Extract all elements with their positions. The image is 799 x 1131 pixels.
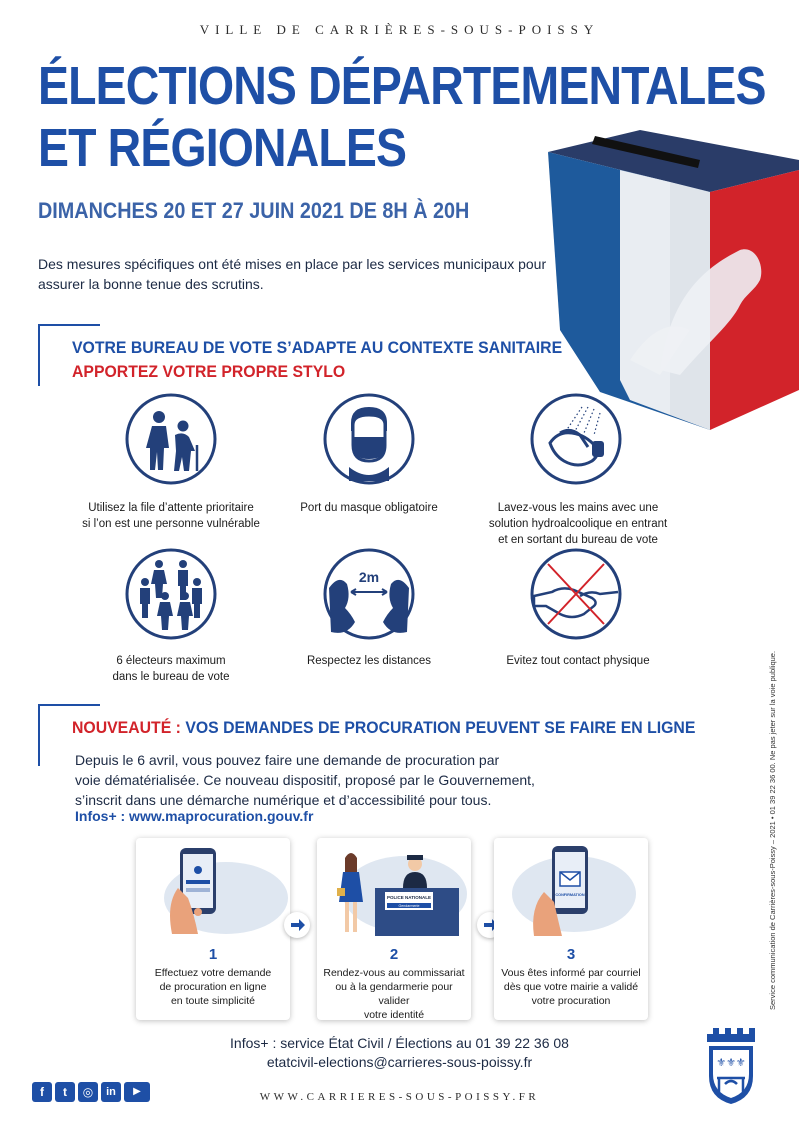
svg-text:⚜⚜⚜: ⚜⚜⚜ bbox=[716, 1056, 746, 1069]
rule-caption: Port du masque obligatoire bbox=[300, 502, 438, 514]
step-number: 3 bbox=[566, 946, 576, 963]
rule-caption: Lavez-vous les mains avec une solution hydroalcoolique en entrant et en sortant du bureau de vote bbox=[488, 502, 668, 546]
police-desk-illustration bbox=[317, 838, 471, 940]
title-line-2: ET RÉGIONALES bbox=[38, 118, 407, 178]
facebook-icon[interactable]: f bbox=[32, 1082, 52, 1102]
step-text: Vous êtes informé par courriel dès que votre mairie a validé votre procuration bbox=[501, 967, 641, 1007]
proxy-title bbox=[72, 718, 695, 738]
hand-sanitizer-icon bbox=[530, 393, 622, 485]
procuration-link[interactable]: Infos+ : www.maprocuration.gouv.fr bbox=[75, 808, 314, 824]
mask-icon bbox=[323, 393, 415, 485]
rule-caption: Utilisez la file d’attente prioritaire si l’on est une personne vulnérable bbox=[82, 502, 260, 530]
confirmation-label: CONFIRMATION bbox=[555, 893, 585, 897]
phone-illustration bbox=[136, 838, 290, 940]
rule-caption: Respectez les distances bbox=[306, 655, 431, 667]
city-crest-logo bbox=[705, 1020, 757, 1106]
confirmation-phone-illustration bbox=[494, 838, 648, 940]
step-card bbox=[136, 838, 290, 1020]
distance-icon bbox=[323, 548, 415, 640]
rule-caption: Evitez tout contact physique bbox=[506, 655, 650, 667]
step-number: 1 bbox=[208, 946, 218, 963]
next-arrow-icon bbox=[284, 912, 310, 938]
linkedin-icon[interactable]: in bbox=[101, 1082, 121, 1102]
intro-text: Des mesures spécifiques ont été mises en place par les services municipaux pour assurer la bonne tenue des scrutins. bbox=[38, 256, 547, 292]
proxy-description: Depuis le 6 avril, vous pouvez faire une demande de procuration par voie dématérialisée. Ce nouveau dispositif, proposé par le Gouvernement, s’inscrit dans une démarche numérique et d’accessibilité pour tous. bbox=[75, 752, 535, 808]
legal-notice: Service communication de Carrières-sous-Poissy – 2021 • 01 39 22 36 00. Ne pas jeter sur la voie publique. bbox=[768, 650, 777, 1010]
ballot-box-illustration bbox=[540, 130, 799, 430]
sanitary-title: VOTRE BUREAU DE VOTE S’ADAPTE AU CONTEXTE SANITAIRE bbox=[72, 338, 563, 357]
election-date: DIMANCHES 20 ET 27 JUIN 2021 DE 8H À 20H bbox=[38, 198, 470, 223]
instagram-icon[interactable]: ◎ bbox=[78, 1082, 98, 1102]
website-link[interactable]: WWW.CARRIERES-SOUS-POISSY.FR bbox=[259, 1091, 540, 1103]
step-number: 2 bbox=[389, 946, 399, 963]
contact-email[interactable]: etatcivil-elections@carrieres-sous-poissy.fr bbox=[266, 1054, 533, 1070]
priority-queue-icon bbox=[125, 393, 217, 485]
contact-phone: Infos+ : service État Civil / Élections au 01 39 22 36 08 bbox=[230, 1035, 569, 1051]
proxy-title-new: NOUVEAUTÉ : bbox=[72, 718, 181, 737]
youtube-icon[interactable]: ▶ bbox=[124, 1082, 150, 1102]
step-card bbox=[317, 838, 471, 1020]
no-handshake-icon bbox=[530, 548, 622, 640]
title-line-1: ÉLECTIONS DÉPARTEMENTALES bbox=[38, 56, 766, 116]
six-voters-icon bbox=[125, 548, 217, 640]
police-sign: POLICE NATIONALE bbox=[387, 895, 431, 900]
city-name: VILLE DE CARRIÈRES-SOUS-POISSY bbox=[199, 22, 600, 37]
step-card bbox=[494, 838, 648, 1020]
step-text: Rendez-vous au commissariat ou à la gendarmerie pour valider votre identité bbox=[323, 967, 465, 1021]
step-text: Effectuez votre demande de procuration en ligne en toute simplicité bbox=[154, 967, 272, 1007]
sanitary-subtitle: APPORTEZ VOTRE PROPRE STYLO bbox=[72, 362, 346, 381]
distance-badge: 2m bbox=[358, 569, 380, 585]
proxy-title-main: VOS DEMANDES DE PROCURATION PEUVENT SE FAIRE EN LIGNE bbox=[180, 718, 696, 737]
twitter-icon[interactable]: t bbox=[55, 1082, 75, 1102]
gendarmerie-sign: Gendarmerie bbox=[398, 904, 420, 908]
rule-caption: 6 électeurs maximum dans le bureau de vote bbox=[112, 655, 230, 683]
